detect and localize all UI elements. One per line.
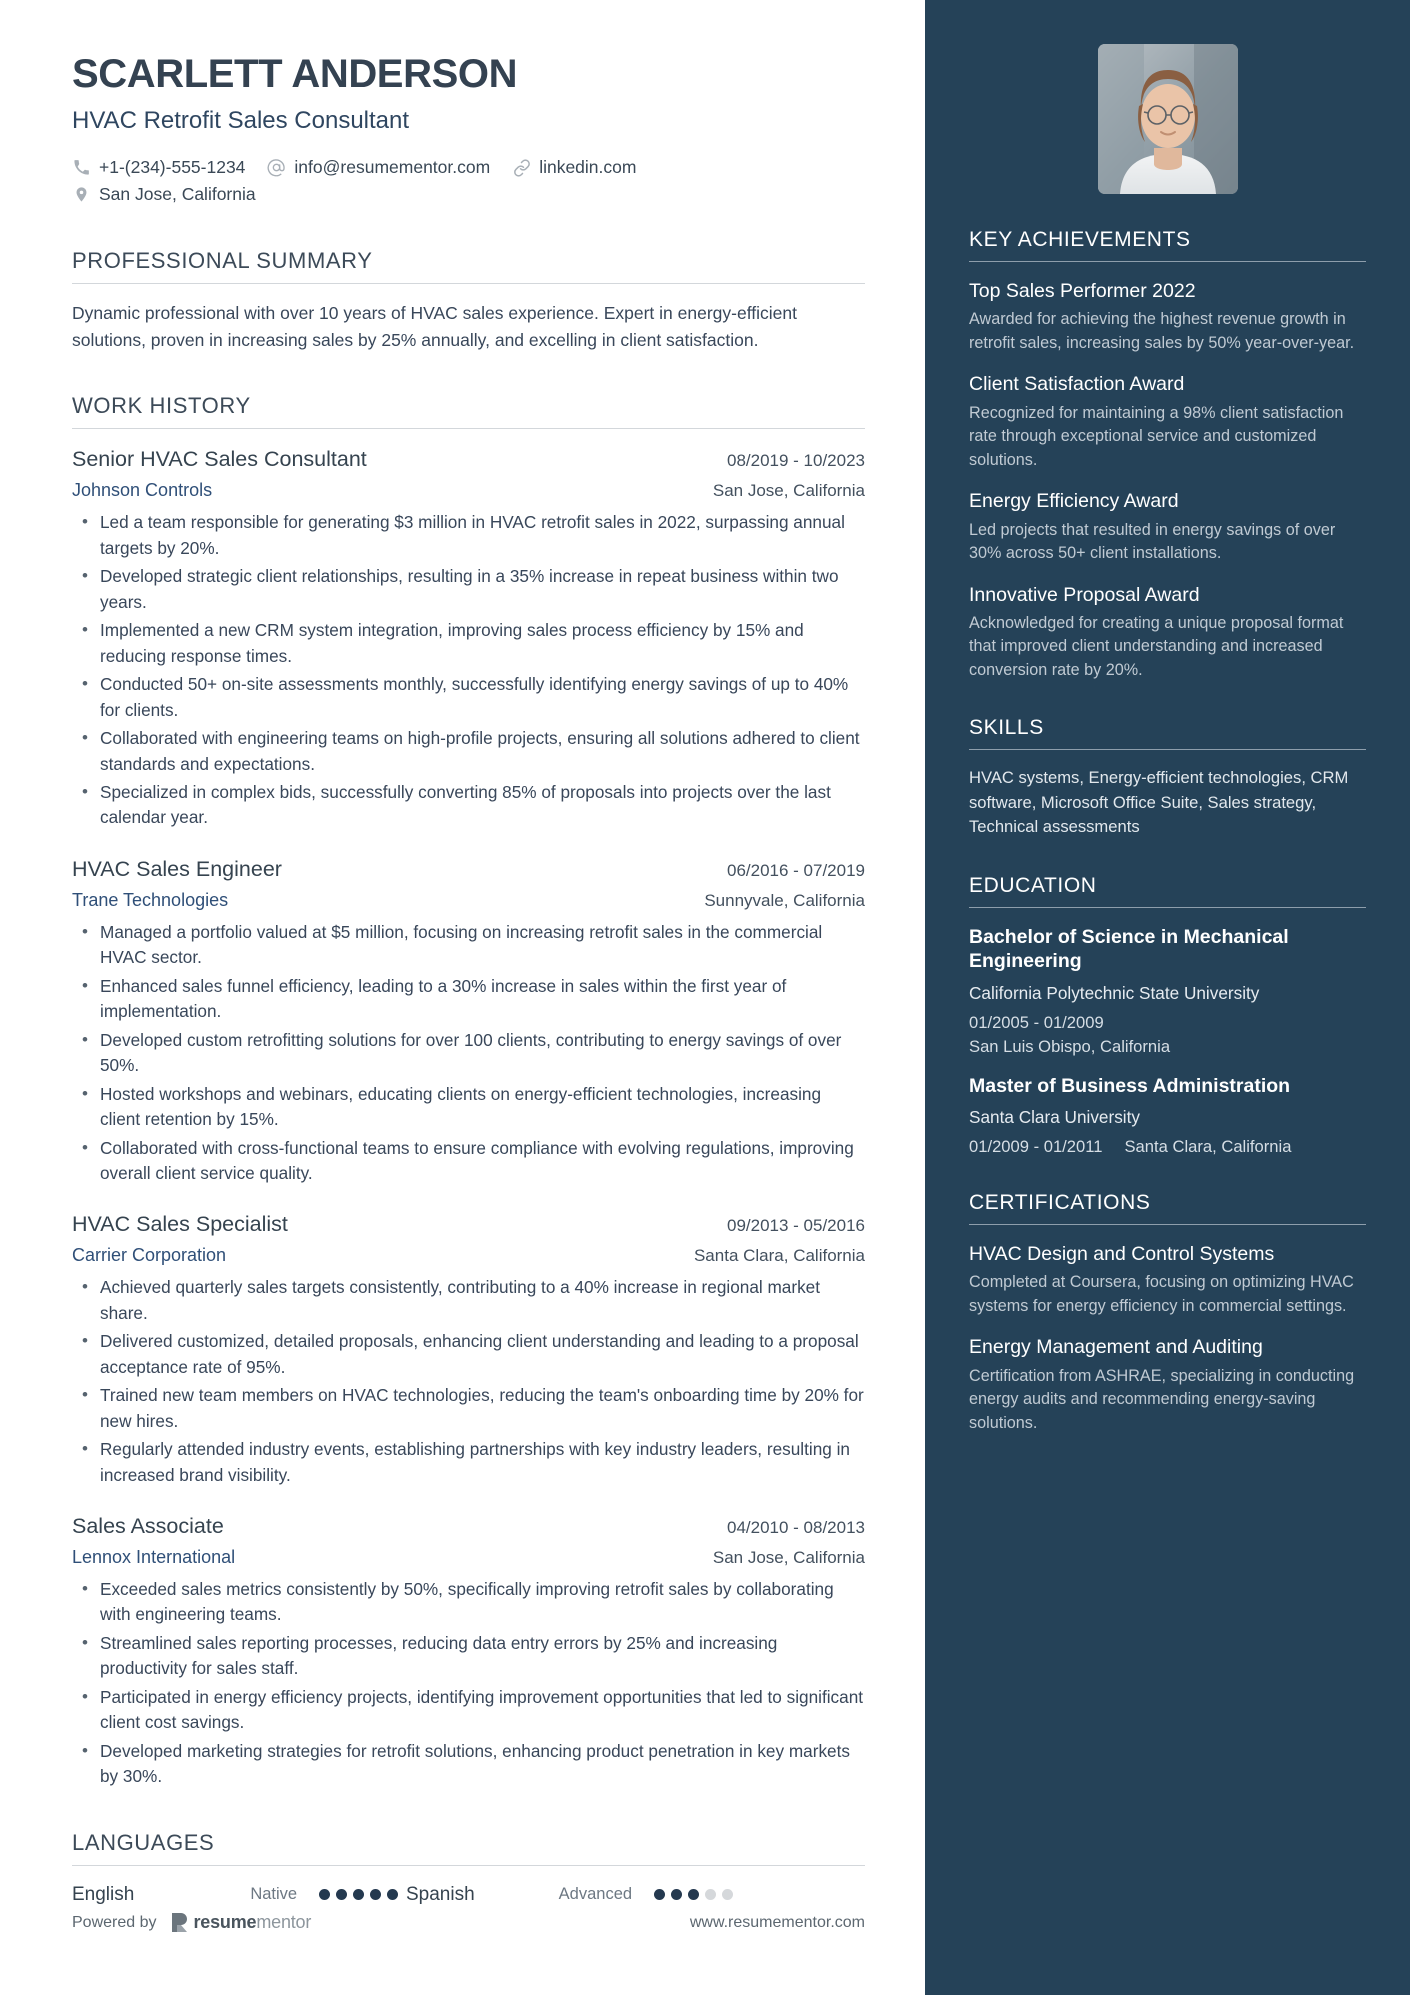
contact-email-text: info@resumementor.com (294, 157, 491, 177)
section-professional-summary (72, 248, 865, 353)
contact-row-primary (72, 154, 865, 181)
job-subheader-row (72, 890, 865, 911)
education-meta (969, 1137, 1366, 1157)
job-headline: HVAC Retrofit Sales Consultant (72, 107, 410, 134)
link-icon (512, 158, 531, 177)
achievement-description: Awarded for achieving the highest revenue growth in retrofit sales, increasing sales by 50% year-over-year. (969, 310, 1355, 352)
job-location: Sunnyvale, California (704, 890, 865, 910)
language-rating (654, 1889, 733, 1900)
work-bullet: • Developed marketing strategies for retrofit solutions, enhancing product penetration in key markets by 30%. (72, 1739, 865, 1790)
section-title-achievements: KEY ACHIEVEMENTS (969, 228, 1191, 251)
contact-phone-text: +1-(234)-555-1234 (99, 157, 246, 177)
job-header-row (72, 447, 865, 472)
brand-light: mentor (256, 1912, 312, 1932)
work-bullet: • Regularly attended industry events, establishing partnerships with key industry leaders, resulting in increased brand visibility. (72, 1437, 865, 1488)
powered-by-label: Powered by (72, 1913, 157, 1931)
work-bullet: • Collaborated with engineering teams on high-profile projects, ensuring all solutions adhered to client standards and expectations. (72, 726, 865, 777)
job-company: Johnson Controls (72, 480, 213, 501)
contact-location-text: San Jose, California (99, 184, 256, 205)
education-item (969, 1074, 1366, 1157)
language-rating-dot (370, 1889, 381, 1900)
job-bullets (72, 1275, 865, 1488)
contact-phone[interactable] (72, 154, 245, 181)
language-item (72, 1884, 406, 1906)
job-dates: 04/2010 - 08/2013 (726, 1518, 865, 1538)
job-bullets (72, 920, 865, 1187)
work-bullet: • Exceeded sales metrics consistently by 50%, specifically improving retrofit sales by collaborating with engineering teams. (72, 1577, 865, 1628)
job-subheader-row (72, 1245, 865, 1266)
work-bullet: • Hosted workshops and webinars, educating clients on energy-efficient technologies, increasing client retention by 15%. (72, 1082, 865, 1133)
job-bullets (72, 1577, 865, 1790)
certification-item (969, 1335, 1366, 1435)
resumementor-mark-icon (171, 1912, 188, 1933)
job-location: San Jose, California (712, 481, 865, 501)
section-work-history (72, 393, 865, 1789)
divider (969, 749, 1366, 750)
divider (969, 907, 1366, 908)
divider (969, 261, 1366, 262)
achievement-title: Client Satisfaction Award (969, 373, 1185, 396)
certification-title: HVAC Design and Control Systems (969, 1243, 1275, 1266)
section-title-education: EDUCATION (969, 873, 1097, 897)
language-level: Advanced (558, 1885, 633, 1904)
job-dates: 08/2019 - 10/2023 (726, 451, 865, 471)
languages-list (72, 1884, 865, 1906)
contact-row-secondary (72, 181, 865, 208)
divider (72, 283, 865, 284)
work-history-item (72, 857, 865, 1187)
section-title-summary: PROFESSIONAL SUMMARY (72, 248, 373, 274)
language-level: Native (250, 1885, 298, 1904)
job-title: HVAC Sales Engineer (72, 856, 282, 881)
job-dates: 09/2013 - 05/2016 (726, 1216, 865, 1236)
page-title: SCARLETT ANDERSON (72, 52, 518, 96)
work-bullet: • Developed custom retrofitting solutions for over 100 clients, contributing to energy savings of over 50%. (72, 1028, 865, 1079)
footer (72, 1912, 865, 1933)
job-header-row (72, 1212, 865, 1237)
divider (72, 428, 865, 429)
work-bullet: • Conducted 50+ on-site assessments monthly, successfully identifying energy savings of up to 40% for clients. (72, 672, 865, 723)
job-company: Trane Technologies (72, 889, 229, 910)
section-title-skills: SKILLS (969, 716, 1044, 740)
work-bullet: • Achieved quarterly sales targets consistently, contributing to a 40% increase in regional market share. (72, 1275, 865, 1326)
achievement-description: Led projects that resulted in energy savings of over 30% across 50+ client installations. (969, 520, 1336, 563)
language-rating-dot (654, 1889, 665, 1900)
achievement-title: Top Sales Performer 2022 (969, 280, 1196, 302)
education-degree: Bachelor of Science in Mechanical Engineering (969, 925, 1289, 973)
certifications-list (969, 1242, 1366, 1435)
brand-bold: resume (193, 1912, 257, 1932)
achievement-item (969, 583, 1366, 683)
work-bullet: • Enhanced sales funnel efficiency, leading to a 30% increase in sales within the first year of implementation. (72, 974, 865, 1025)
section-title-languages: LANGUAGES (72, 1829, 215, 1855)
language-rating-dot (705, 1889, 716, 1900)
section-title-work-history: WORK HISTORY (72, 393, 251, 419)
footer-left (72, 1912, 311, 1933)
achievements-list (969, 279, 1366, 682)
contact-linkedin[interactable] (512, 154, 636, 181)
job-location: San Jose, California (712, 1548, 865, 1568)
achievement-description: Recognized for maintaining a 98% client satisfaction rate through exceptional service and customized solutions. (969, 403, 1344, 469)
achievement-title: Innovative Proposal Award (969, 583, 1200, 606)
section-key-achievements (969, 228, 1366, 682)
language-rating-dot (387, 1889, 398, 1900)
work-bullet: • Implemented a new CRM system integration, improving sales process efficiency by 15% and reducing response times. (72, 618, 865, 669)
job-company: Carrier Corporation (72, 1245, 227, 1266)
at-email-icon (267, 158, 286, 177)
skills-text: HVAC systems, Energy-efficient technologies, CRM software, Microsoft Office Suite, Sales strategy, Technical assessments (969, 768, 1349, 837)
language-rating-dot (671, 1889, 682, 1900)
work-bullet: • Managed a portfolio valued at $5 million, focusing on increasing retrofit sales in the commercial HVAC sector. (72, 920, 865, 971)
job-title: HVAC Sales Specialist (72, 1212, 288, 1237)
contact-block (72, 154, 865, 208)
language-rating-dot (688, 1889, 699, 1900)
work-bullet: • Participated in energy efficiency projects, identifying improvement opportunities that led to significant client cost savings. (72, 1685, 865, 1736)
resumementor-wordmark (194, 1912, 312, 1933)
education-location: Santa Clara, California (1124, 1137, 1292, 1157)
achievement-item (969, 372, 1366, 472)
work-bullet: • Trained new team members on HVAC technologies, reducing the team's onboarding time by 20% for new hires. (72, 1383, 865, 1434)
work-bullet: • Streamlined sales reporting processes, reducing data entry errors by 25% and increasing productivity for sales staff. (72, 1631, 865, 1682)
education-dates: 01/2009 - 01/2011 (969, 1137, 1103, 1157)
phone-icon (72, 158, 91, 177)
achievement-item (969, 279, 1366, 355)
achievement-item (969, 489, 1366, 565)
job-subheader-row (72, 1547, 865, 1568)
summary-text: Dynamic professional with over 10 years of HVAC sales experience. Expert in energy-efficient solutions, proven in increasing sales by 25% annually, and excelling in client satisfaction. (72, 303, 797, 350)
avatar (1098, 44, 1238, 194)
resume-sidebar (925, 0, 1410, 1995)
work-bullet: • Delivered customized, detailed proposals, enhancing client understanding and leading to a proposal acceptance rate of 95%. (72, 1329, 865, 1380)
job-header-row (72, 857, 865, 882)
certification-description: Completed at Coursera, focusing on optimizing HVAC systems for energy efficiency in commercial settings. (969, 1273, 1354, 1315)
language-name: Spanish (406, 1883, 475, 1905)
education-list (969, 925, 1366, 1157)
avatar-portrait-icon (1098, 44, 1238, 194)
section-certifications (969, 1191, 1366, 1435)
section-languages (72, 1830, 865, 1906)
work-history-item (72, 1514, 865, 1790)
language-rating-dot (319, 1889, 330, 1900)
job-header-row (72, 1514, 865, 1539)
language-rating-dot (336, 1889, 347, 1900)
section-skills (969, 716, 1366, 840)
job-dates: 06/2016 - 07/2019 (726, 860, 865, 880)
divider (72, 1865, 865, 1866)
job-company: Lennox International (72, 1547, 236, 1568)
education-degree: Master of Business Administration (969, 1074, 1291, 1097)
work-bullet: • Led a team responsible for generating $3 million in HVAC retrofit sales in 2022, surpassing annual targets by 20%. (72, 510, 865, 561)
education-meta (969, 1013, 1366, 1057)
work-bullet: • Specialized in complex bids, successfully converting 85% of proposals into projects over the last calendar year. (72, 780, 865, 831)
achievement-description: Acknowledged for creating a unique proposal format that improved client understanding and increased conversion rate by 20%. (969, 613, 1344, 679)
work-history-list (72, 447, 865, 1789)
contact-location (72, 181, 256, 208)
section-education (969, 874, 1366, 1157)
certification-item (969, 1242, 1366, 1318)
job-bullets (72, 510, 865, 830)
language-rating-dot (722, 1889, 733, 1900)
education-school: Santa Clara University (969, 1107, 1140, 1128)
job-subheader-row (72, 480, 865, 501)
avatar-wrap (969, 44, 1366, 194)
language-name: English (72, 1883, 135, 1905)
language-item (406, 1884, 733, 1906)
divider (969, 1224, 1366, 1225)
map-pin-icon (72, 185, 91, 204)
education-dates: 01/2005 - 01/2009 (969, 1012, 1104, 1032)
language-rating (319, 1889, 398, 1900)
certification-title: Energy Management and Auditing (969, 1336, 1263, 1359)
work-history-item (72, 1212, 865, 1488)
education-school: California Polytechnic State University (969, 982, 1260, 1003)
certification-description: Certification from ASHRAE, specializing in conducting energy audits and recommending energy-saving solutions. (969, 1366, 1355, 1432)
work-history-item (72, 447, 865, 830)
education-item (969, 925, 1366, 1057)
contact-email[interactable] (267, 154, 490, 181)
section-title-certifications: CERTIFICATIONS (969, 1191, 1151, 1215)
job-title: Senior HVAC Sales Consultant (72, 447, 367, 472)
language-rating-dot (353, 1889, 364, 1900)
job-title: Sales Associate (72, 1514, 224, 1539)
job-location: Santa Clara, California (693, 1246, 865, 1266)
footer-website[interactable]: www.resumementor.com (689, 1913, 865, 1931)
work-bullet: • Developed strategic client relationships, resulting in a 35% increase in repeat business within two years. (72, 564, 865, 615)
education-location: San Luis Obispo, California (969, 1036, 1171, 1056)
work-bullet: • Collaborated with cross-functional teams to ensure compliance with evolving regulations, improving overall client service quality. (72, 1136, 865, 1187)
achievement-title: Energy Efficiency Award (969, 490, 1179, 513)
contact-linkedin-text: linkedin.com (539, 157, 637, 177)
resumementor-logo (171, 1912, 312, 1933)
